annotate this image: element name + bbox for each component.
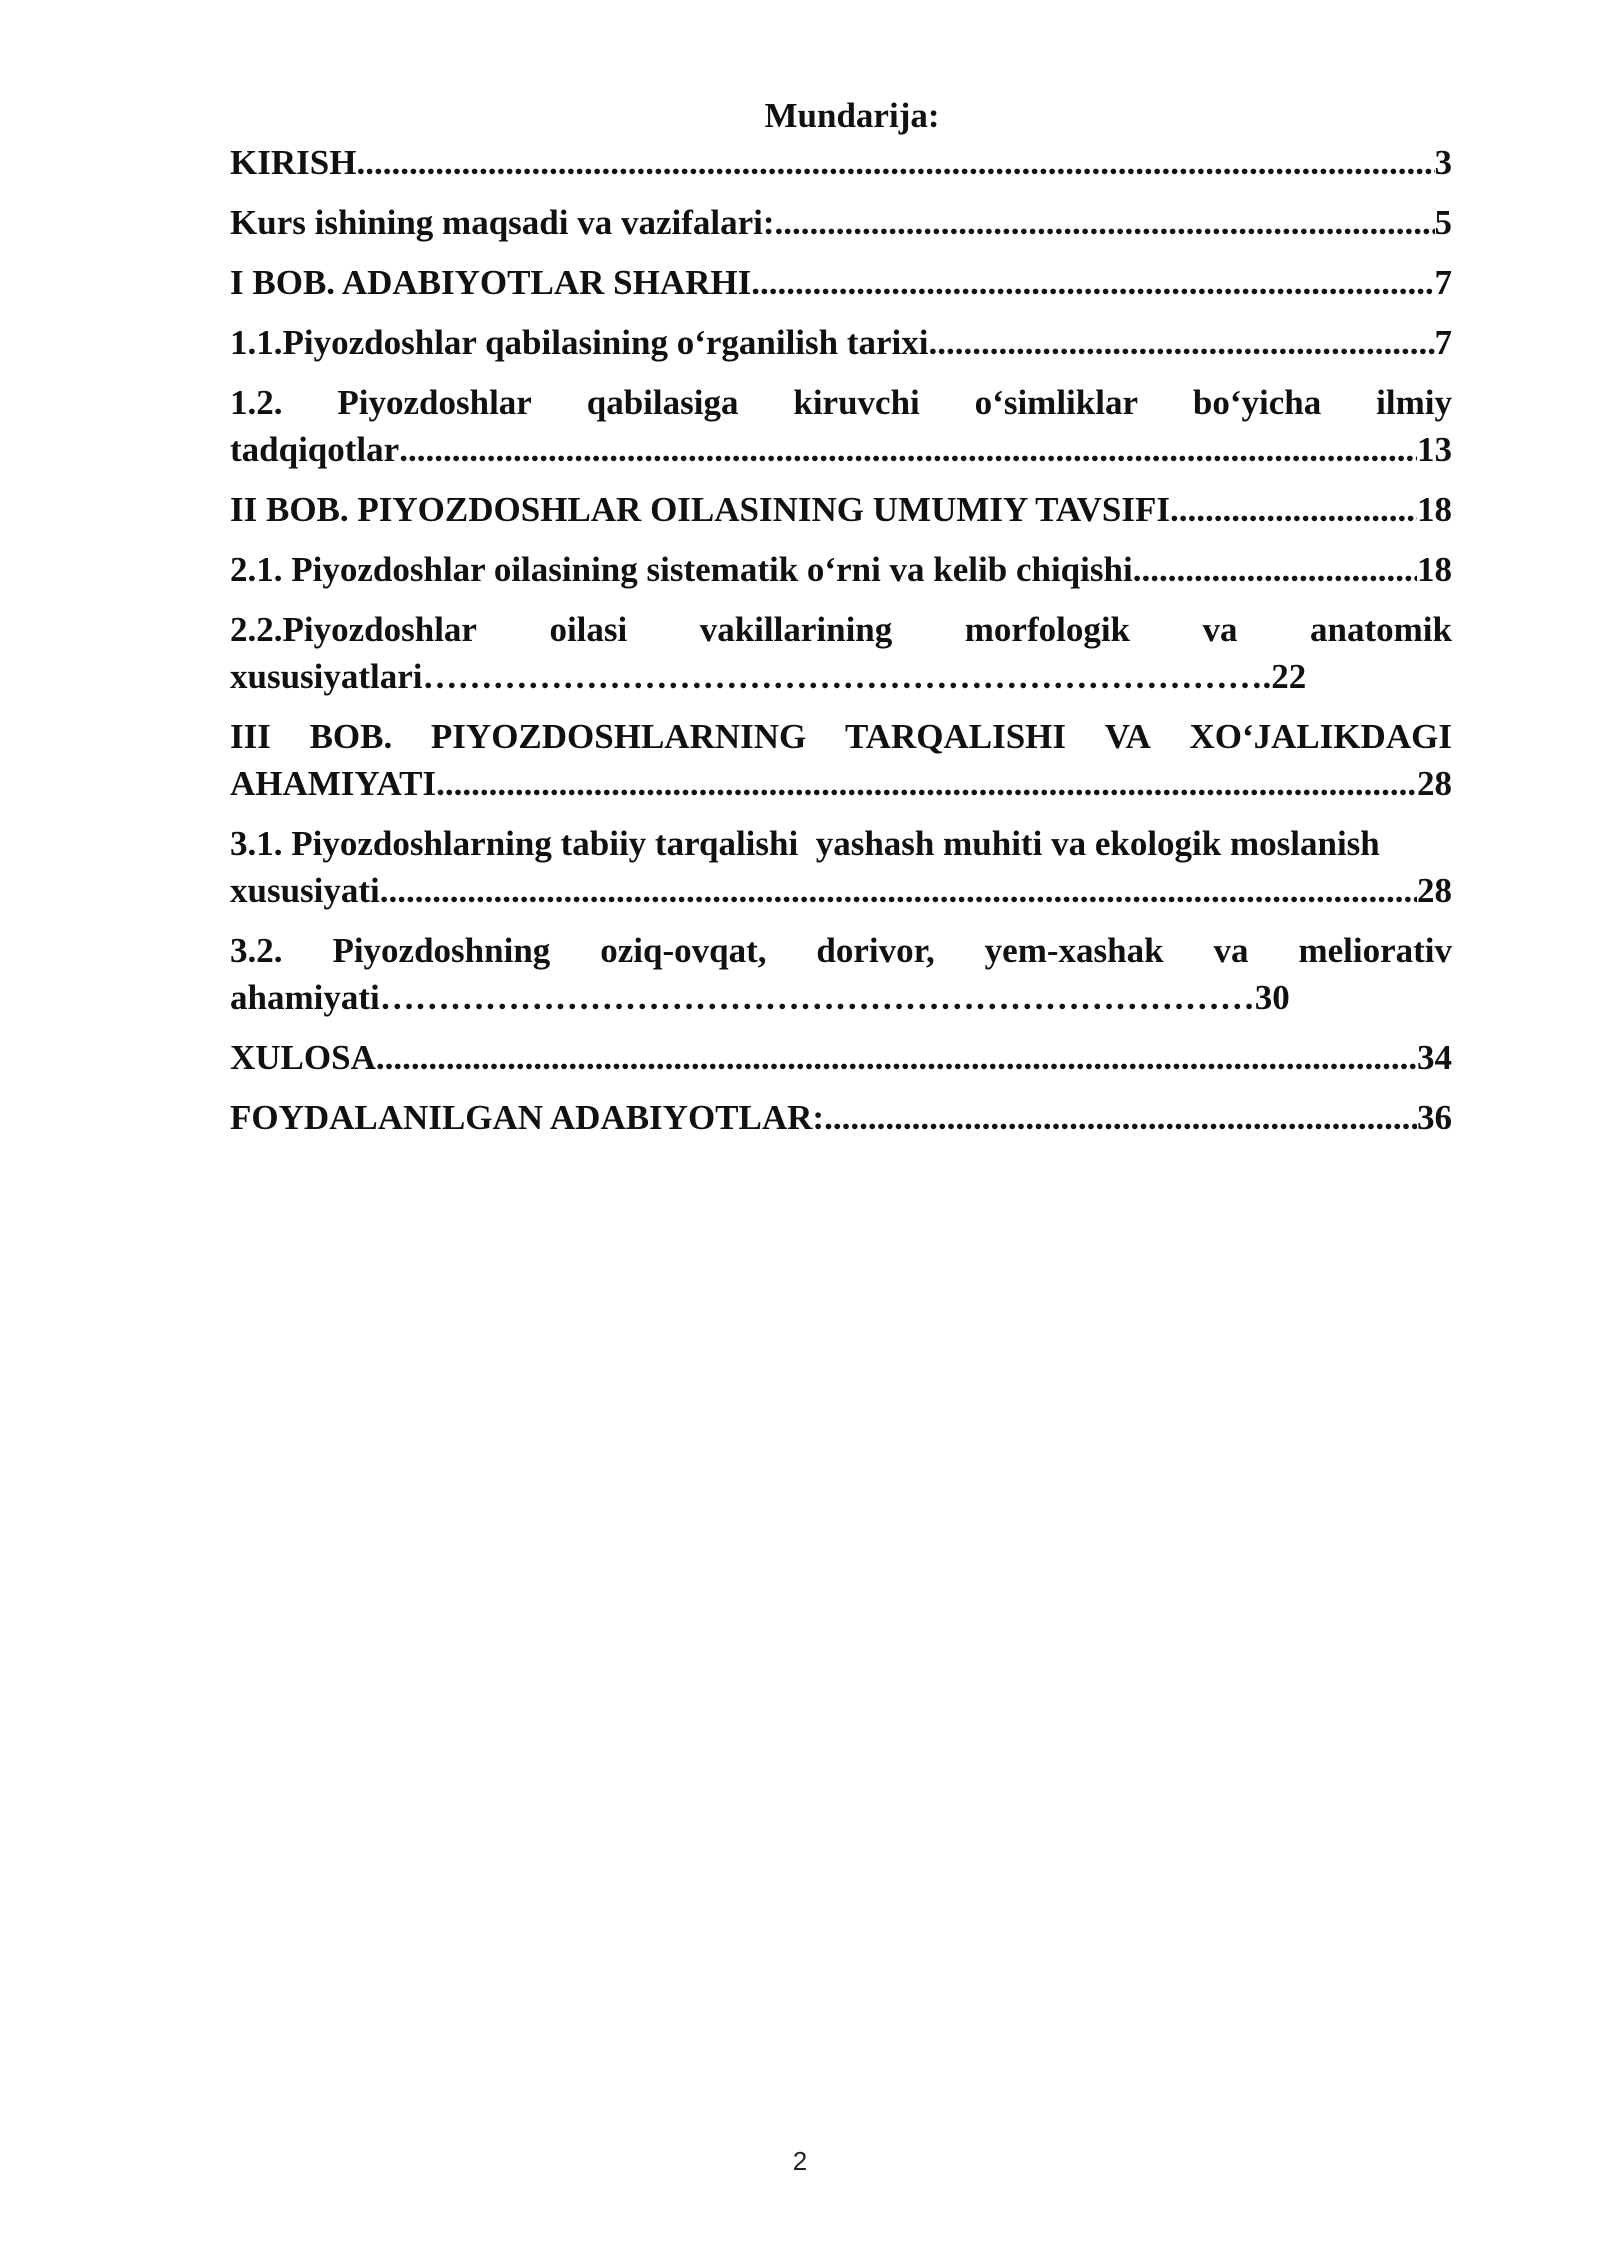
- toc-leader-dots: [1133, 546, 1417, 593]
- toc-entry-label: xususiyati: [230, 871, 380, 910]
- toc-entry-kirish: [230, 139, 1452, 186]
- toc-entry-bob2: [230, 486, 1452, 533]
- toc-entry-page: 28: [1417, 764, 1452, 803]
- page-number: 2: [792, 2146, 808, 2176]
- toc-leader-dots: [380, 867, 1417, 914]
- toc-entry-label: 2.1. Piyozdoshlar oilasining sistematik o‘rni va kelib chiqishi: [230, 550, 1133, 589]
- toc-word: va: [1213, 931, 1249, 970]
- toc-entry-3-2: [230, 927, 1452, 1021]
- toc-entry-xulosa: [230, 1034, 1452, 1081]
- toc-word: va: [1202, 610, 1238, 649]
- toc-entry-2-2: [230, 606, 1452, 700]
- toc-leader-dots: [751, 259, 1434, 306]
- toc-word: 1.2.: [230, 383, 283, 422]
- toc-entry-page: 7: [1434, 323, 1452, 362]
- toc-word: meliorativ: [1298, 931, 1452, 970]
- toc-entry-label: tadqiqotlar: [230, 430, 400, 469]
- toc-word: Piyozdoshning: [332, 931, 551, 970]
- toc-entry-label: Kurs ishining maqsadi va vazifalari:: [230, 203, 775, 242]
- toc-word: ilmiy: [1376, 383, 1452, 422]
- toc-entry-page: 7: [1434, 263, 1452, 302]
- toc-leader-dots: [356, 139, 1434, 186]
- toc-word: 2.2.Piyozdoshlar: [230, 610, 477, 649]
- toc-entry-1-1: [230, 319, 1452, 366]
- toc-word: bo‘yicha: [1192, 383, 1322, 422]
- toc-entry-line1: [230, 606, 1452, 653]
- toc-leader-dots: [775, 199, 1435, 246]
- toc-entry-page: 28: [1417, 871, 1452, 910]
- toc-leader-dots: [436, 760, 1417, 807]
- toc-entry-page: 13: [1417, 430, 1452, 469]
- toc-entry-bob1: [230, 259, 1452, 306]
- toc-word: 3.2.: [230, 931, 283, 970]
- toc-entry-label: 1.1.Piyozdoshlar qabilasining o‘rganilish tarixi: [230, 323, 929, 362]
- toc-title: Mundarija:: [764, 96, 940, 135]
- toc-entry-line1: [230, 379, 1452, 426]
- toc-word: vakillarining: [699, 610, 893, 649]
- toc-word: anatomik: [1310, 610, 1452, 649]
- toc-entry-label: II BOB. PIYOZDOSHLAR OILASINING UMUMIY TAVSIFI: [230, 490, 1170, 529]
- toc-word: kiruvchi: [793, 383, 920, 422]
- toc-word: BOB.: [309, 717, 393, 756]
- toc-entry-page: 18: [1417, 490, 1452, 529]
- toc-entry-line2: xususiyatlari……………………………………………………………….22: [230, 657, 1307, 696]
- table-of-contents: [230, 92, 1452, 1154]
- toc-entry-line1: [230, 713, 1452, 760]
- toc-leader-dots: [1170, 486, 1417, 533]
- toc-entry-bob3: [230, 713, 1452, 807]
- toc-entry-line2: ahamiyati…………………………………………………………………30: [230, 978, 1290, 1017]
- toc-word: yem-xashak: [984, 931, 1164, 970]
- toc-word: III: [230, 717, 271, 756]
- toc-entry-2-1: [230, 546, 1452, 593]
- toc-entry-label: AHAMIYATI: [230, 764, 437, 803]
- toc-entry-maqsad: [230, 199, 1452, 246]
- toc-entry-label: FOYDALANILGAN ADABIYOTLAR:: [230, 1098, 825, 1137]
- toc-word: dorivor,: [816, 931, 935, 970]
- toc-word: VA: [1104, 717, 1151, 756]
- toc-entry-adabiyotlar: [230, 1094, 1452, 1141]
- toc-entry-label: I BOB. ADABIYOTLAR SHARHI: [230, 263, 752, 302]
- toc-entry-line1: [230, 927, 1452, 974]
- toc-word: oziq-ovqat,: [600, 931, 767, 970]
- toc-word: PIYOZDOSHLARNING: [430, 717, 807, 756]
- toc-word: oilasi: [549, 610, 628, 649]
- toc-entry-line1: 3.1. Piyozdoshlarning tabiiy tarqalishi yashash muhiti va ekologik moslanish: [230, 824, 1380, 863]
- toc-entry-label: KIRISH: [230, 143, 357, 182]
- toc-entry-page: 5: [1434, 203, 1452, 242]
- toc-word: Piyozdoshlar: [337, 383, 532, 422]
- toc-word: XO‘JALIKDAGI: [1189, 717, 1452, 756]
- toc-leader-dots: [824, 1094, 1417, 1141]
- toc-entry-page: 34: [1417, 1038, 1452, 1077]
- toc-entry-page: 18: [1417, 550, 1452, 589]
- toc-word: o‘simliklar: [974, 383, 1138, 422]
- toc-entry-page: 3: [1434, 143, 1452, 182]
- toc-leader-dots: [399, 426, 1417, 473]
- toc-word: TARQALISHI: [844, 717, 1067, 756]
- toc-entry-1-2: [230, 379, 1452, 473]
- toc-entry-label: XULOSA: [230, 1038, 376, 1077]
- toc-leader-dots: [929, 319, 1435, 366]
- toc-word: qabilasiga: [586, 383, 739, 422]
- toc-entry-page: 36: [1417, 1098, 1452, 1137]
- toc-word: morfologik: [964, 610, 1131, 649]
- toc-leader-dots: [376, 1034, 1417, 1081]
- toc-entry-3-1: [230, 820, 1452, 914]
